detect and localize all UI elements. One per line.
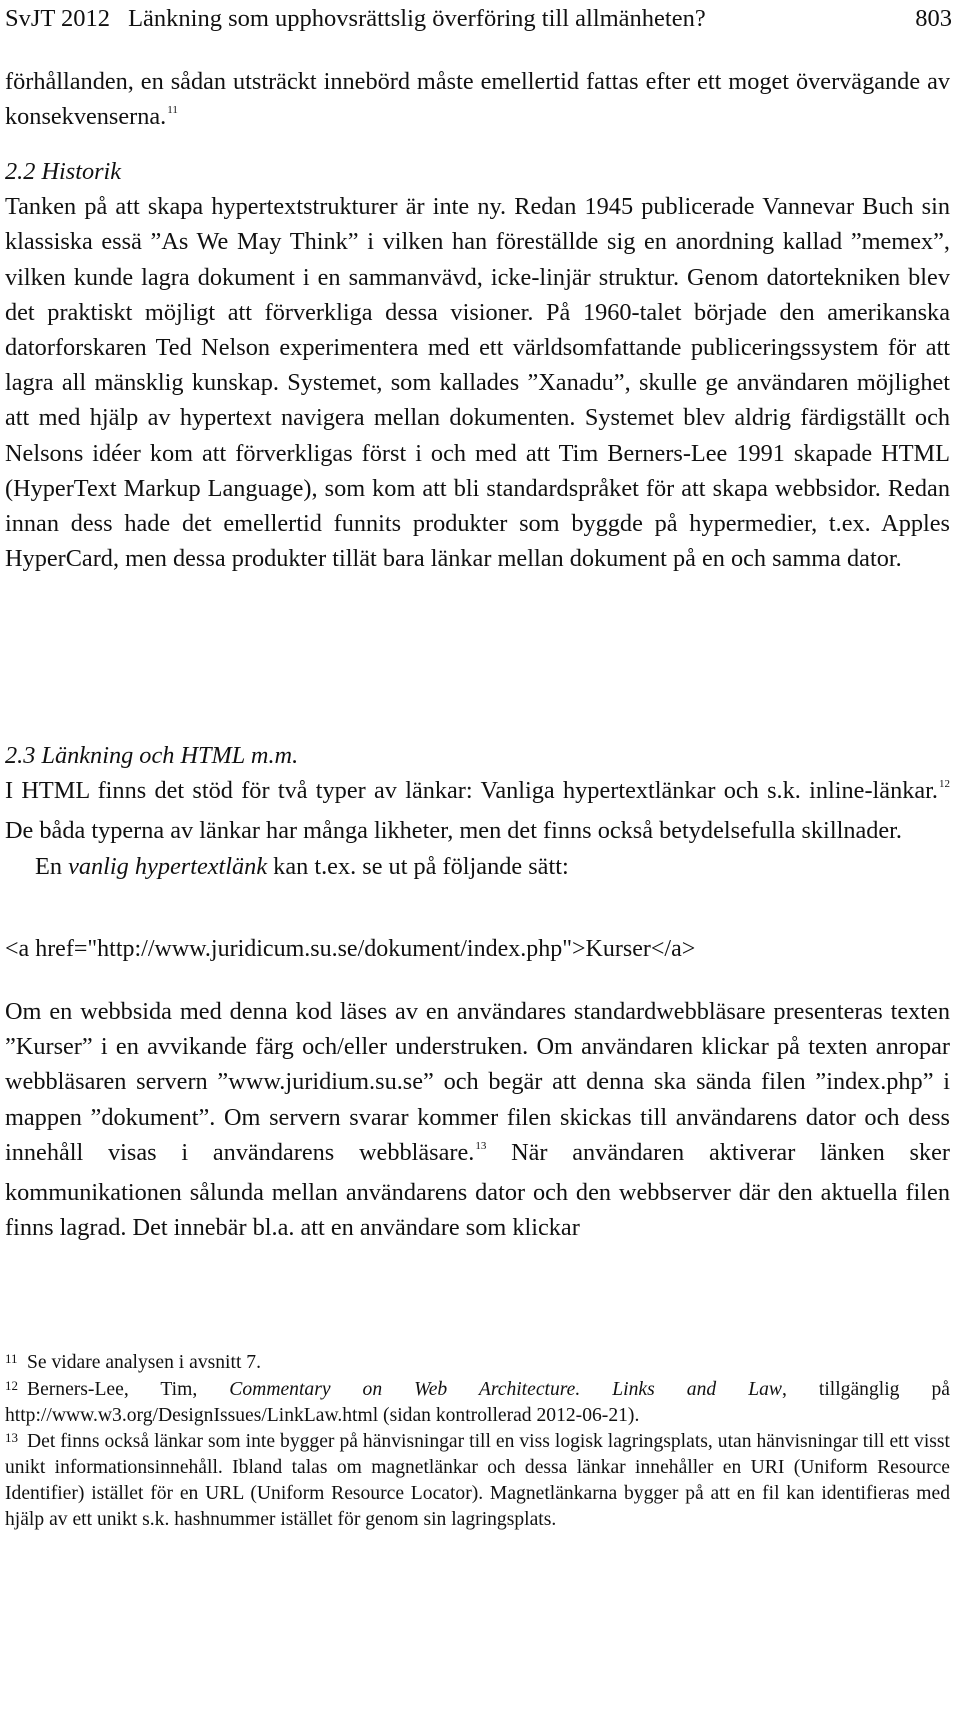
footnote-11 <box>5 1350 950 1377</box>
emphasis-text: vanlig hypertextlänk <box>68 852 268 880</box>
footnote-number: 11 <box>5 1351 18 1366</box>
section-2-2 <box>5 154 950 576</box>
intro-text: förhållanden, en sådan utsträckt innebörd måste emellertid fattas efter ett moget övervägande av konsekvenserna. <box>5 68 950 131</box>
paragraph-text: En <box>35 852 69 880</box>
historik-paragraph: Tanken på att skapa hypertextstrukturer är inte ny. Redan 1945 publicerade Vannevar Buch sin klassiska essä ”As We May Think” i vilken han föreställde sig en anordning kallad ”memex”, vilken kunde lagra dokument i en sammanvävd, icke-linjär struktur. Genom datortekniken blev det praktiskt möjligt att förverkliga dessa visioner. På 1960-talet började den amerikanska datorforskaren Ted Nelson experimentera med ett världsomfattande publiceringssystem för att lagra all mänsklig kunskap. Systemet, som kallades ”Xanadu”, skulle ge användaren möjlighet att med hjälp av hypertext navigera mellan dokumenten. Systemet blev aldrig färdigställt och Nelsons idéer kom att förverkligas först i och med att Tim Berners-Lee 1991 skapade HTML (HyperText Markup Language), som kom att bli standardspråket för att skapa webbsidor. Redan innan dess hade det emellertid funnits produkter som byggde på hypermedier, t.ex. Apples HyperCard, men dessa produkter tillät bara länkar mellan dokument på en och samma dator. <box>5 193 950 573</box>
footnote-text: , tillgänglig på http://www.w3.org/DesignIssues/LinkLaw.html (sidan kontrollerad 2012-06-21). <box>5 1378 950 1427</box>
footnote-number: 13 <box>5 1429 18 1445</box>
journal-name: SvJT 2012 <box>5 5 111 32</box>
lankning-paragraph-1 <box>5 773 950 848</box>
section-heading-lankning: 2.3 Länkning och HTML m.m. <box>5 742 299 769</box>
paragraph-text: När användaren aktiverar länken sker kommunikationen sålunda mellan användarens dator och den webbserver där den aktuella filen finns lagrad. Det innebär bl.a. att en användare som klickar <box>5 1138 950 1242</box>
section-2-3 <box>5 738 950 884</box>
footnote-ref-12: 12 <box>939 778 950 791</box>
paragraph-text: I HTML finns det stöd för två typer av länkar: Vanliga hypertextlänkar och s.k. inline-länkar. <box>5 777 938 805</box>
section-2-3-continued <box>5 994 950 1245</box>
paragraph-text: Om en webbsida med denna kod läses av en användares standardwebbläsare presenteras texten ”Kurser” i en avvikande färg och/eller understruken. Om användaren klickar på texten anropar webbläsaren servern ”www.juridium.su.se” och begär att denna ska sända filen ”index.php” i mappen ”dokument”. Om servern svarar kommer filen skickas till användarens dator och dess innehåll visas i användarens webbläsare. <box>5 998 950 1166</box>
lankning-paragraph-2 <box>5 849 950 884</box>
code-example: <a href="http://www.juridicum.su.se/dokument/index.php">Kurser</a> <box>5 936 696 962</box>
footnote-text: Det finns också länkar som inte bygger på hänvisningar till en viss logisk lagringsplats, utan hänvisningar till ett visst unikt informationsinnehåll. Ibland talas om magnetlänkar och dessa länkar innehåller en URI (Uniform Resource Identifier) istället för en URL (Uniform Resource Locator). Magnetlänkarna bygger på att en fil kan identifieras med hjälp av ett unikt s.k. hashnummer istället för genom sin lagringsplats. <box>5 1430 950 1530</box>
section-heading-historik: 2.2 Historik <box>5 158 122 185</box>
lankning-paragraph-3 <box>5 994 950 1245</box>
footnote-13 <box>5 1429 950 1532</box>
footnotes <box>5 1350 950 1532</box>
footnote-text: Berners-Lee, Tim, <box>27 1378 230 1400</box>
footnote-citation-title: Commentary on Web Architecture. Links and Law <box>229 1378 782 1400</box>
footnote-ref-13: 13 <box>475 1139 487 1152</box>
intro-paragraph <box>5 64 950 139</box>
footnote-text: Se vidare analysen i avsnitt 7. <box>27 1352 261 1373</box>
running-head <box>5 2 952 36</box>
article-title: Länkning som upphovsrättslig överföring till allmänheten? <box>128 5 706 32</box>
footnote-number: 12 <box>5 1377 18 1393</box>
page-number: 803 <box>915 5 952 32</box>
paragraph-text: kan t.ex. se ut på följande sätt: <box>267 852 569 880</box>
paragraph-text: De båda typerna av länkar har många likheter, men det finns också betydelsefulla skillnader. <box>5 817 903 845</box>
footnote-ref-11: 11 <box>167 104 178 117</box>
footnote-12 <box>5 1377 950 1429</box>
